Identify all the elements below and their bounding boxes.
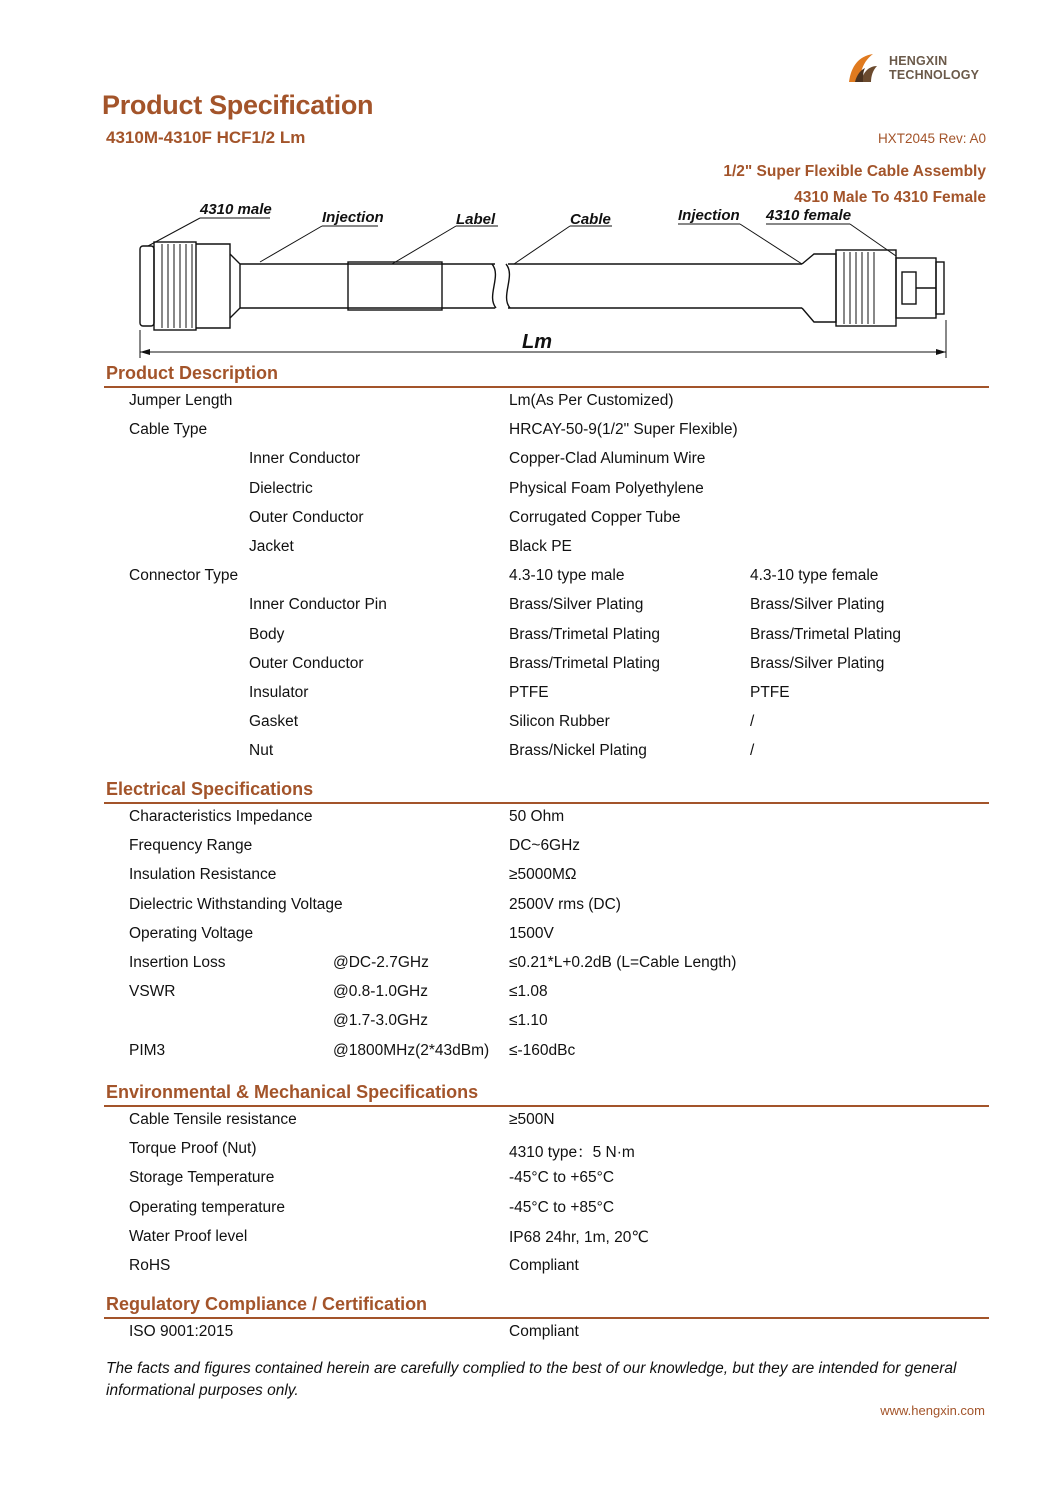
- spec-label: Connector Type: [129, 567, 239, 584]
- table-row: [0, 509, 1060, 538]
- spec-value: Brass/Silver Plating: [509, 596, 644, 613]
- table-row: [0, 1228, 1060, 1257]
- spec-value: ≥5000MΩ: [509, 866, 577, 883]
- spec-value: 4310 type：5 N·m: [509, 1144, 635, 1161]
- spec-sublabel: Jacket: [249, 538, 294, 555]
- spec-label: Dielectric Withstanding Voltage: [129, 896, 343, 913]
- spec-label: Cable Tensile resistance: [129, 1111, 297, 1128]
- table-row: [0, 837, 1060, 866]
- model-number: 4310M-4310F HCF1/2 Lm: [106, 128, 306, 147]
- label-cable: Cable: [570, 211, 611, 228]
- table-row: [0, 684, 1060, 713]
- label-injection-right: Injection: [678, 207, 740, 224]
- section-product-description-title: Product Description: [106, 363, 279, 383]
- spec-sublabel: Nut: [249, 742, 274, 759]
- table-row: [0, 538, 1060, 567]
- spec-value: Brass/Trimetal Plating: [509, 655, 661, 672]
- table-row: [0, 392, 1060, 421]
- spec-value: Lm(As Per Customized): [509, 392, 674, 409]
- section-divider: [104, 802, 989, 804]
- male-injection-left: [196, 244, 230, 328]
- section-environmental-title: Environmental & Mechanical Specifications: [106, 1082, 479, 1102]
- spec-value: Physical Foam Polyethylene: [509, 480, 704, 497]
- spec-value: Black PE: [509, 538, 572, 555]
- spec-sublabel: Outer Conductor: [249, 509, 364, 526]
- label-injection-left: Injection: [322, 209, 384, 226]
- spec-condition: @DC-2.7GHz: [333, 954, 429, 971]
- spec-value-female: 4.3-10 type female: [750, 567, 879, 584]
- spec-sublabel: Insulator: [249, 684, 309, 701]
- male-connector-grooves: [162, 244, 192, 328]
- table-row: [0, 954, 1060, 983]
- spec-value: 50 Ohm: [509, 808, 565, 825]
- table-row: [0, 808, 1060, 837]
- spec-sublabel: Inner Conductor: [249, 450, 361, 467]
- label-length: Lm: [522, 331, 552, 353]
- spec-label: ISO 9001:2015: [129, 1323, 234, 1340]
- spec-label: Operating Voltage: [129, 925, 254, 942]
- table-row: [0, 1140, 1060, 1169]
- logo-line-2: TECHNOLOGY: [889, 68, 980, 82]
- spec-condition: @1.7-3.0GHz: [333, 1012, 428, 1029]
- document-number: HXT2045 Rev: A0: [877, 131, 986, 146]
- subtitle-connectors: 4310 Male To 4310 Female: [794, 189, 986, 206]
- table-row: [0, 1012, 1060, 1041]
- spec-value: ≤1.08: [509, 983, 548, 1000]
- table-row: [0, 896, 1060, 925]
- spec-value: Brass/Trimetal Plating: [509, 626, 661, 643]
- spec-value: ≥500N: [509, 1111, 555, 1128]
- spec-label: PIM3: [129, 1042, 166, 1059]
- female-connector-grooves: [844, 252, 874, 324]
- table-row: [0, 596, 1060, 625]
- label-label: Label: [456, 211, 496, 228]
- spec-value: IP68 24hr, 1m, 20℃: [509, 1229, 649, 1246]
- table-row: [0, 421, 1060, 450]
- spec-value-female: /: [750, 713, 755, 730]
- spec-label: Characteristics Impedance: [129, 808, 313, 825]
- section-electrical-title: Electrical Specifications: [106, 779, 314, 799]
- spec-sublabel: Outer Conductor: [249, 655, 364, 672]
- spec-label: Torque Proof (Nut): [129, 1140, 257, 1157]
- section-divider: [104, 1105, 989, 1107]
- subtitle-assembly: 1/2" Super Flexible Cable Assembly: [723, 163, 986, 180]
- spec-value: ≤-160dBc: [509, 1042, 576, 1059]
- table-row: [0, 450, 1060, 479]
- spec-label: Frequency Range: [129, 837, 253, 854]
- spec-value: Brass/Nickel Plating: [509, 742, 647, 759]
- spec-label: Operating temperature: [129, 1199, 285, 1216]
- table-row: [0, 866, 1060, 895]
- section-divider: [104, 1317, 989, 1319]
- spec-value: DC~6GHz: [509, 837, 581, 854]
- company-logo: [843, 48, 993, 90]
- spec-value-female: Brass/Silver Plating: [750, 596, 885, 613]
- spec-value: ≤0.21*L+0.2dB (L=Cable Length): [509, 954, 737, 971]
- table-row: [0, 742, 1060, 771]
- cable-label-sleeve: [348, 262, 442, 310]
- table-row: [0, 1042, 1060, 1071]
- spec-value: 1500V: [509, 925, 554, 942]
- spec-value-female: Brass/Trimetal Plating: [750, 626, 902, 643]
- spec-condition: @0.8-1.0GHz: [333, 983, 428, 1000]
- table-row: [0, 1323, 1060, 1352]
- spec-condition: @1800MHz(2*43dBm): [333, 1042, 490, 1059]
- cable-assembly-diagram: [130, 198, 960, 366]
- spec-value: 4.3-10 type male: [509, 567, 625, 584]
- spec-sublabel: Gasket: [249, 713, 299, 730]
- male-connector-nut: [140, 246, 154, 326]
- table-row: [0, 1257, 1060, 1286]
- spec-value: 2500V rms (DC): [509, 896, 621, 913]
- female-connector-body: [836, 250, 896, 326]
- table-row: [0, 983, 1060, 1012]
- spec-sublabel: Body: [249, 626, 285, 643]
- logo-line-1: HENGXIN: [889, 54, 948, 68]
- spec-label: VSWR: [129, 983, 176, 1000]
- section-divider: [104, 386, 989, 388]
- spec-label: Storage Temperature: [129, 1169, 275, 1186]
- table-row: [0, 626, 1060, 655]
- male-connector-body: [154, 242, 196, 330]
- spec-value: Compliant: [509, 1257, 579, 1274]
- table-row: [0, 567, 1060, 596]
- table-row: [0, 713, 1060, 742]
- table-row: [0, 655, 1060, 684]
- spec-value: PTFE: [509, 684, 549, 701]
- spec-label: Insulation Resistance: [129, 866, 277, 883]
- section-regulatory-title: Regulatory Compliance / Certification: [106, 1294, 428, 1314]
- spec-value: Silicon Rubber: [509, 713, 610, 730]
- table-row: [0, 480, 1060, 509]
- spec-value: -45°C to +85°C: [509, 1199, 615, 1216]
- table-row: [0, 1111, 1060, 1140]
- label-4310-male: 4310 male: [200, 201, 272, 218]
- spec-label: Water Proof level: [129, 1228, 248, 1245]
- spec-value: HRCAY-50-9(1/2" Super Flexible): [509, 421, 738, 438]
- logo-text: [889, 54, 979, 82]
- spec-sublabel: Dielectric: [249, 480, 313, 497]
- spec-label: Cable Type: [129, 421, 208, 438]
- spec-value: Copper-Clad Aluminum Wire: [509, 450, 706, 467]
- spec-value-female: Brass/Silver Plating: [750, 655, 885, 672]
- table-row: [0, 1169, 1060, 1198]
- page-title: Product Specification: [102, 90, 374, 120]
- spec-value: -45°C to +65°C: [509, 1169, 615, 1186]
- spec-label: RoHS: [129, 1257, 171, 1274]
- table-row: [0, 925, 1060, 954]
- table-row: [0, 1199, 1060, 1228]
- label-4310-female: 4310 female: [766, 207, 852, 224]
- spec-label: Jumper Length: [129, 392, 233, 409]
- spec-value: Corrugated Copper Tube: [509, 509, 681, 526]
- disclaimer-text: The facts and figures contained herein are carefully complied to the best of our knowledge, but they are intended for general informational purposes only.: [106, 1360, 957, 1399]
- spec-sublabel: Inner Conductor Pin: [249, 596, 387, 613]
- female-injection: [802, 254, 836, 322]
- spec-value-female: PTFE: [750, 684, 790, 701]
- spec-value: Compliant: [509, 1323, 579, 1340]
- spec-value: ≤1.10: [509, 1012, 548, 1029]
- spec-value-female: /: [750, 742, 755, 759]
- spec-label: Insertion Loss: [129, 954, 226, 971]
- hengxin-logo-icon: [843, 48, 883, 88]
- website-link[interactable]: www.hengxin.com: [880, 1403, 985, 1418]
